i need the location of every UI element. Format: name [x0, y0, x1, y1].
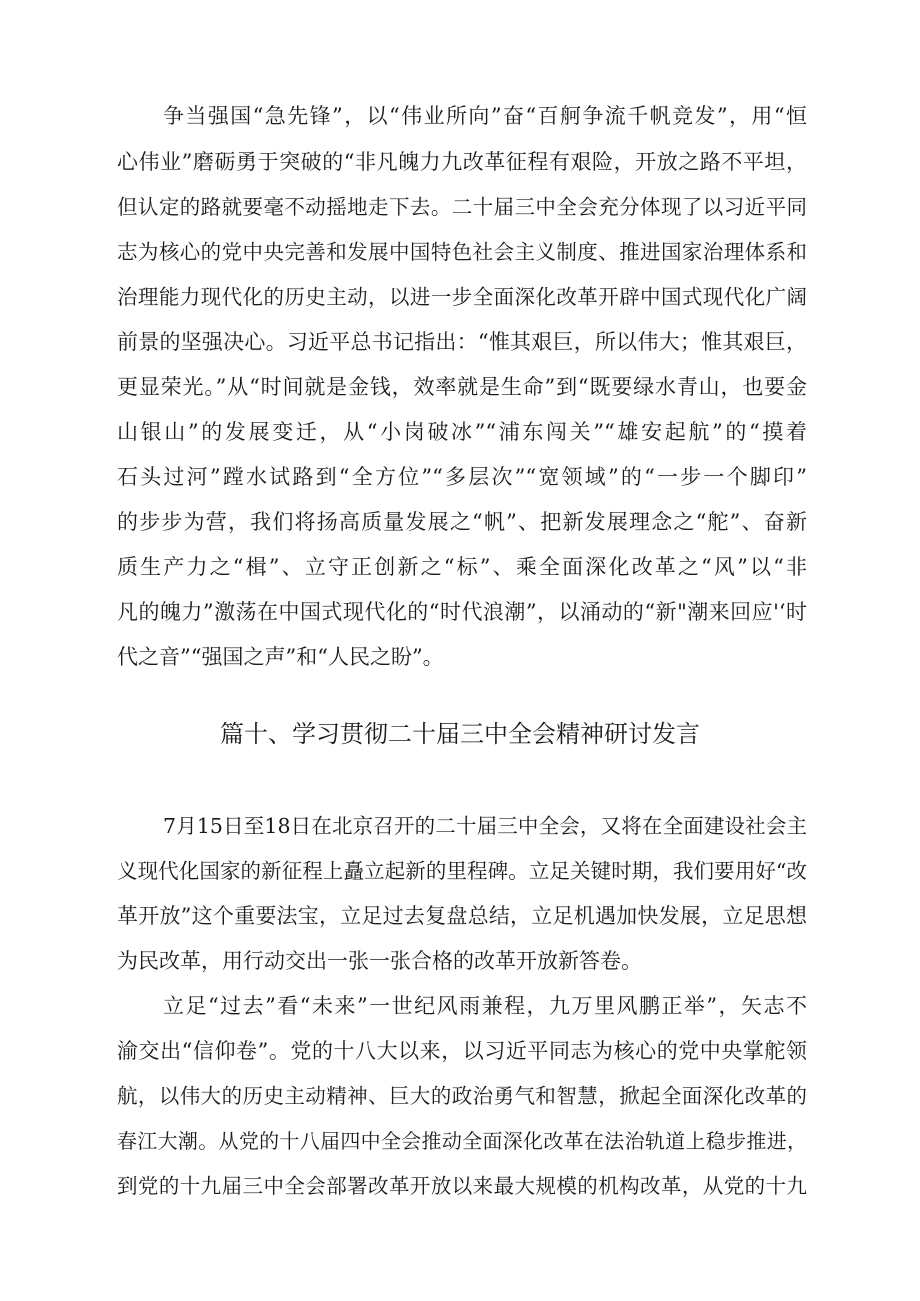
- paragraph-line: 春江大潮。从党的十八届四中全会推动全面深化改革在法治轨道上稳步推进，: [117, 1129, 807, 1153]
- paragraph-line: 但认定的路就要毫不动摇地走下去。二十届三中全会充分体现了以习近平同: [117, 195, 807, 219]
- paragraph-line: 争当强国“急先锋”，以“伟业所向”奋“百舸争流千帆竞发”，用“恒: [163, 104, 807, 128]
- paragraph-line: 质生产力之“楫”、立守正创新之“标”、乘全面深化改革之“风”以“非: [117, 555, 807, 579]
- paragraph-line: 心伟业”磨砺勇于突破的“非凡魄力九改革征程有艰险，开放之路不平坦，: [117, 150, 807, 174]
- paragraph-line: 更显荣光。”从“时间就是金钱，效率就是生命”到“既要绿水青山，也要金: [117, 375, 807, 399]
- paragraph-line: 7月15日至18日在北京召开的二十届三中全会，又将在全面建设社会主: [163, 814, 807, 838]
- paragraph-line: 凡的魄力”激荡在中国式现代化的“时代浪潮”，以涌动的“新"潮来回应'‘时: [117, 600, 807, 624]
- paragraph-line: 到党的十九届三中全会部署改革开放以来最大规模的机构改革，从党的十九: [117, 1174, 807, 1198]
- paragraph-line: 前景的坚强决心。习近平总书记指出：“惟其艰巨，所以伟大；惟其艰巨，: [117, 330, 807, 354]
- paragraph-line: 渝交出“信仰卷”。党的十八大以来，以习近平同志为核心的党中央掌舵领: [117, 1039, 807, 1063]
- paragraph-line: 石头过河”蹚水试路到“全方位”“多层次”“宽领域”的“一步一个脚印”: [117, 465, 807, 489]
- paragraph-line: 航，以伟大的历史主动精神、巨大的政治勇气和智慧，掀起全面深化改革的: [117, 1084, 807, 1108]
- paragraph-line: 革开放”这个重要法宝，立足过去复盘总结，立足机遇加快发展，立足思想: [117, 904, 807, 928]
- paragraph-line: 立足“过去”看“未来”一世纪风雨兼程，九万里风鹏正举”，矢志不: [163, 994, 807, 1018]
- paragraph-line: 治理能力现代化的历史主动，以进一步全面深化改革开辟中国式现代化广阔: [117, 285, 807, 309]
- paragraph-line: 义现代化国家的新征程上矗立起新的里程碑。立足关键时期，我们要用好“改: [117, 859, 807, 883]
- paragraph-line: 为民改革，用行动交出一张一张合格的改革开放新答卷。: [117, 949, 642, 973]
- paragraph-line: 的步步为营，我们将扬高质量发展之“帆”、把新发展理念之“舵”、奋新: [117, 510, 807, 534]
- paragraph-line: 山银山”的发展变迁，从“小岗破冰”“浦东闯关”“雄安起航”的“摸着: [117, 420, 807, 444]
- paragraph-line: 代之音”“强国之声”和“人民之盼”。: [117, 645, 444, 669]
- section-heading: 篇十、学习贯彻二十届三中全会精神研讨发言: [220, 720, 700, 748]
- paragraph-line: 志为核心的党中央完善和发展中国特色社会主义制度、推进国家治理体系和: [117, 240, 807, 264]
